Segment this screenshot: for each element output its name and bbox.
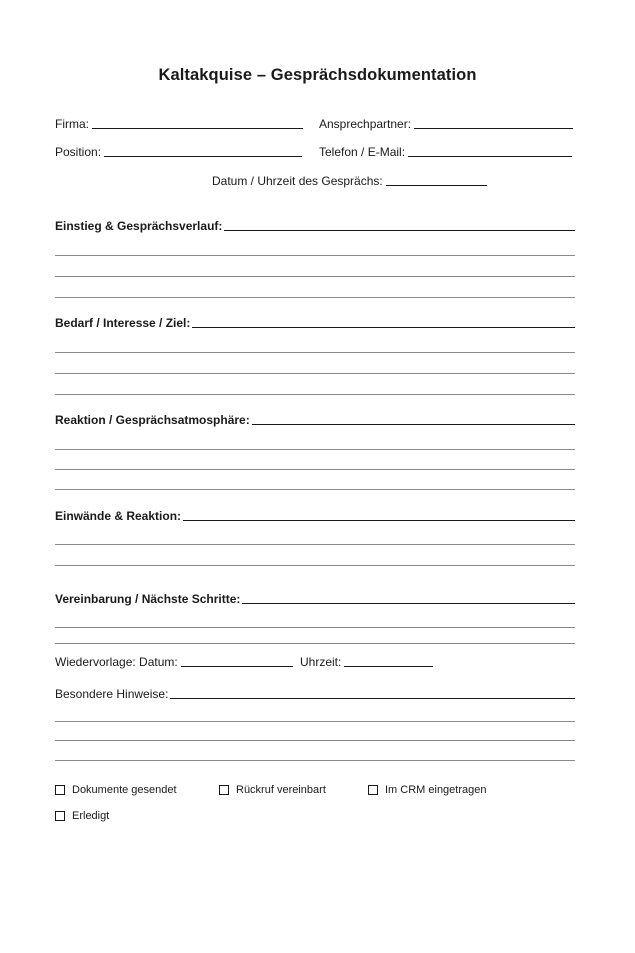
position-label: Position: bbox=[55, 145, 102, 159]
checkbox-rueckruf-label: Rückruf vereinbart bbox=[236, 784, 326, 796]
hinweise-line[interactable] bbox=[170, 698, 575, 699]
datum-uhrzeit-label: Datum / Uhrzeit des Gesprächs: bbox=[212, 174, 383, 188]
firma-blank[interactable] bbox=[92, 128, 303, 129]
checkbox-crm-label: Im CRM eingetragen bbox=[385, 784, 487, 796]
einstieg-line-4[interactable] bbox=[55, 297, 575, 298]
section-vereinbarung[interactable] bbox=[55, 592, 575, 606]
vereinbarung-heading: Vereinbarung / Nächste Schritte: bbox=[55, 592, 241, 606]
vereinbarung-line-2[interactable] bbox=[55, 627, 575, 628]
reaktion-heading: Reaktion / Gesprächsatmosphäre: bbox=[55, 413, 250, 427]
checkbox-rueckruf-vereinbart[interactable] bbox=[219, 784, 326, 796]
hinweise-line-4[interactable] bbox=[55, 760, 575, 761]
bedarf-heading: Bedarf / Interesse / Ziel: bbox=[55, 316, 191, 330]
ansprechpartner-blank[interactable] bbox=[414, 128, 573, 129]
page-title: Kaltakquise – Gesprächsdokumentation bbox=[158, 66, 477, 84]
section-hinweise[interactable] bbox=[55, 687, 575, 701]
vereinbarung-line-3[interactable] bbox=[55, 643, 575, 644]
bedarf-line[interactable] bbox=[192, 327, 575, 328]
einwaende-heading: Einwände & Reaktion: bbox=[55, 509, 182, 523]
wiedervorlage-uhrzeit-field[interactable] bbox=[300, 655, 433, 669]
bedarf-line-2[interactable] bbox=[55, 352, 575, 353]
bedarf-line-3[interactable] bbox=[55, 373, 575, 374]
datum-uhrzeit-field[interactable] bbox=[212, 174, 487, 188]
hinweise-line-3[interactable] bbox=[55, 740, 575, 741]
einwaende-line-2[interactable] bbox=[55, 544, 575, 545]
reaktion-line-2[interactable] bbox=[55, 449, 575, 450]
wiedervorlage-uhrzeit-blank[interactable] bbox=[344, 666, 433, 667]
hinweise-heading: Besondere Hinweise: bbox=[55, 687, 169, 701]
wiedervorlage-datum-field[interactable] bbox=[55, 655, 293, 669]
checkbox-dokumente-label: Dokumente gesendet bbox=[72, 784, 177, 796]
checkbox-erledigt[interactable] bbox=[55, 810, 109, 822]
checkbox-dokumente-gesendet[interactable] bbox=[55, 784, 177, 796]
position-blank[interactable] bbox=[104, 156, 302, 157]
einstieg-line-3[interactable] bbox=[55, 276, 575, 277]
checkbox-im-crm-eingetragen[interactable] bbox=[368, 784, 487, 796]
einwaende-line[interactable] bbox=[183, 520, 575, 521]
hinweise-line-2[interactable] bbox=[55, 721, 575, 722]
telefon-email-label: Telefon / E-Mail: bbox=[319, 145, 406, 159]
vereinbarung-line[interactable] bbox=[242, 603, 575, 604]
section-reaktion[interactable] bbox=[55, 413, 575, 427]
section-einstieg[interactable] bbox=[55, 219, 575, 233]
reaktion-line[interactable] bbox=[252, 424, 575, 425]
section-bedarf[interactable] bbox=[55, 316, 575, 330]
wiedervorlage-datum-label: Wiedervorlage: Datum: bbox=[55, 655, 178, 669]
reaktion-line-3[interactable] bbox=[55, 469, 575, 470]
einstieg-line[interactable] bbox=[224, 230, 575, 231]
wiedervorlage-uhrzeit-label: Uhrzeit: bbox=[300, 655, 342, 669]
einstieg-line-2[interactable] bbox=[55, 255, 575, 256]
checkbox-icon[interactable] bbox=[219, 785, 229, 795]
section-einwaende[interactable] bbox=[55, 509, 575, 523]
checkbox-icon[interactable] bbox=[55, 785, 65, 795]
reaktion-line-4[interactable] bbox=[55, 489, 575, 490]
checkbox-icon[interactable] bbox=[55, 811, 65, 821]
einstieg-heading: Einstieg & Gesprächsverlauf: bbox=[55, 219, 223, 233]
datum-uhrzeit-blank[interactable] bbox=[386, 185, 487, 186]
firma-label: Firma: bbox=[55, 117, 89, 131]
ansprechpartner-label: Ansprechpartner: bbox=[319, 117, 412, 131]
checkbox-icon[interactable] bbox=[368, 785, 378, 795]
telefon-email-blank[interactable] bbox=[408, 156, 572, 157]
telefon-email-field[interactable] bbox=[319, 145, 572, 159]
einwaende-line-3[interactable] bbox=[55, 565, 575, 566]
bedarf-line-4[interactable] bbox=[55, 394, 575, 395]
position-field[interactable] bbox=[55, 145, 302, 159]
wiedervorlage-datum-blank[interactable] bbox=[181, 666, 293, 667]
checkbox-erledigt-label: Erledigt bbox=[72, 810, 110, 822]
ansprechpartner-field[interactable] bbox=[319, 117, 573, 131]
firma-field[interactable] bbox=[55, 117, 303, 131]
